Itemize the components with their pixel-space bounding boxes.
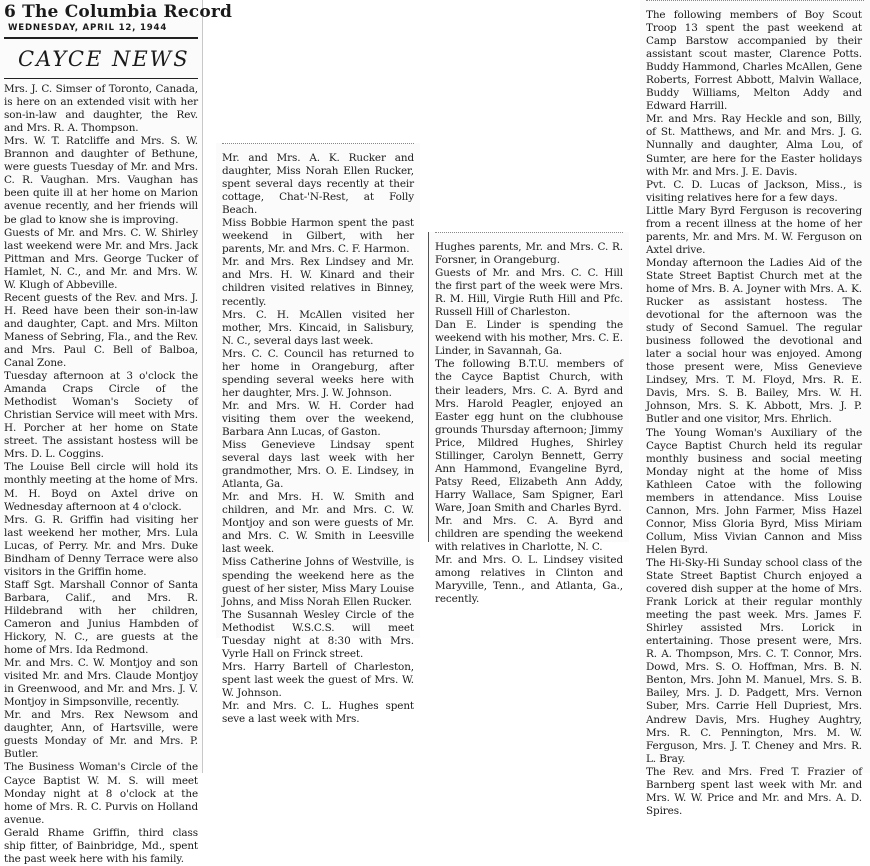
news-item: Mr. and Mrs. Ray Heckle and son, Billy, of St. Matthews, and Mr. and Mrs. J. G. Nunnally and daughter, Alma Lou, of Sumter, are here for the Easter holidays with Mr. and Mrs. J. E. Davis. [646, 113, 862, 178]
news-item: Tuesday afternoon at 3 o'clock the Amanda Craps Circle of the Methodist Woman's Society of Christian Service will meet with Mrs. H. Porcher at her home on State street. The assistant hostess will be Mrs. D. L. Coggins. [4, 370, 198, 461]
news-item: Mr. and Mrs. H. W. Smith and children, and Mr. and Mrs. C. W. Montjoy and son were guests of Mr. and Mrs. C. W. Smith in Leesville last week. [222, 491, 414, 556]
news-item: Guests of Mr. and Mrs. C. C. Hill the first part of the week were Mrs. R. M. Hill, Virgie Ruth Hill and Pfc. Russell Hill of Charleston. [435, 267, 623, 319]
news-item: Mr. and Mrs. C. L. Hughes spent seve a last week with Mrs. [222, 699, 414, 726]
news-item: Mrs. C. H. McAllen visited her mother, Mrs. Kincaid, in Salisbury, N. C., several days last week. [222, 308, 414, 347]
news-item: The Hi-Sky-Hi Sunday school class of the State Street Baptist Church enjoyed a covered dish supper at the home of Mrs. Frank Lorick at their regular monthly meeting the past week. Mrs. James F. Shirley assisted Mrs. Lorick in entertaining. Those present were, Mrs. R. A. Thompson, Mrs. C. T. Connor, Mrs. Dowd, Mrs. S. O. Hoffman, Mrs. B. N. Benton, Mrs. John M. Manuel, Mrs. S. B. Bailey, Mrs. J. D. Padgett, Mrs. Vernon Suber, Mrs. Carrie Hell Dupriest, Mrs. Andrew Davis, Mrs. Hughey Aughtry, Mrs. R. C. Pennington, Mrs. M. W. Ferguson, Mrs. J. T. Cheney and Mrs. R. L. Bray. [646, 556, 862, 765]
news-item: Staff Sgt. Marshall Connor of Santa Barbara, Calif., and Mrs. R. Hildebrand with her children, Cameron and Junius Hambden of Hickory, N. C., are guests at the home of Mrs. Ida Redmond. [4, 578, 198, 657]
news-item: The following members of Boy Scout Troop 13 spent the past weekend at Camp Barstow accompanied by their assistant scout master, Clarence Potts. Buddy Hammond, Charles McAllen, Gene Roberts, Forrest Abbott, Malvin Wallace, Buddy Williams, Melton Addy and Edward Harrill. [646, 9, 862, 113]
news-item: Hughes parents, Mr. and Mrs. C. R. Forsner, in Orangeburg. [435, 241, 623, 267]
news-item: The Louise Bell circle will hold its monthly meeting at the home of Mrs. M. H. Boyd on Axtel drive on Wednesday afternoon at 4 o'clock. [4, 461, 198, 513]
column-body [216, 152, 420, 726]
clipping-edge [435, 232, 623, 241]
news-item: Mrs. Harry Bartell of Charleston, spent last week the guest of Mrs. W. W. Johnson. [222, 660, 414, 699]
news-item: The Rev. and Mrs. Fred T. Frazier of Barnberg spent last week with Mr. and Mrs. W. W. Price and Mr. and Mrs. A. D. Spires. [646, 765, 862, 817]
clipping-edge [646, 0, 864, 9]
news-item: Mr. and Mrs. W. H. Corder had visiting them over the weekend, Barbara Ann Lucas, of Gaston. [222, 399, 414, 438]
clipping-edge [222, 143, 414, 152]
column-body [0, 83, 202, 866]
news-item: Mrs. W. T. Ratcliffe and Mrs. S. W. Brannon and daughter of Bethune, were guests Tuesday of Mr. and Mrs. C. R. Vaughan. Mrs. Vaughan has been quite ill at her home on Marion avenue recently, and her friends will be glad to know she is improving. [4, 135, 198, 226]
news-item: Mr. and Mrs. C. A. Byrd and children are spending the weekend with relatives in Charlotte, N. C. [435, 514, 623, 554]
news-item: The Young Woman's Auxiliary of the Cayce Baptist Church held its regular monthly business and social meeting Monday night at the home of Miss Kathleen Catoe with the following members in attendance. Miss Louise Cannon, Mrs. John Farmer, Miss Hazel Connor, Miss Gloria Byrd, Miss Miriam Collum, Miss Vivian Cannon and Miss Helen Byrd. [646, 426, 862, 556]
news-item: Miss Bobbie Harmon spent the past weekend in Gilbert, with her parents, Mr. and Mrs. C. F. Harmon. [222, 217, 414, 256]
section-headline: CAYCE NEWS [4, 39, 198, 79]
clipping-column-3 [428, 232, 629, 606]
news-item: Monday afternoon the Ladies Aid of the State Street Baptist Church met at the home of Mrs. B. A. Joyner with Mrs. A. K. Rucker as assistant hostess. The devotional for the afternoon was the study of Second Samuel. The regular business followed the devotional and later a social hour was enjoyed. Among those present were, Miss Genevieve Lindsey, Mrs. T. M. Floyd, Mrs. R. E. Davis, Mrs. S. B. Bailey, Mrs. W. H. Johnson, Mrs. S. K. Abbott, Mrs. J. P. Butler and one visitor, Mrs. Ehrlich. [646, 256, 862, 426]
news-item: The Susannah Wesley Circle of the Methodist W.S.C.S. will meet Tuesday night at 8:30 with Mrs. Vyrle Hall on Frinck street. [222, 608, 414, 660]
news-item: Mr. and Mrs. C. W. Montjoy and son visited Mr. and Mrs. Claude Montjoy in Greenwood, and Mr. and Mrs. J. V. Montjoy in Simpsonville, recently. [4, 657, 198, 709]
news-item: The Business Woman's Circle of the Cayce Baptist W. M. S. will meet Monday night at 8 o'clock at the home of Mrs. R. C. Purvis on Holland avenue. [4, 761, 198, 826]
news-item: Guests of Mr. and Mrs. C. W. Shirley last weekend were Mr. and Mrs. Jack Pittman and Mrs. George Tucker of Hamlet, N. C., and Mr. and Mrs. W. W. Klugh of Abbeville. [4, 226, 198, 291]
news-item: Mr. and Mrs. Rex Lindsey and Mr. and Mrs. H. W. Kinard and their children visited relatives in Binney, recently. [222, 256, 414, 308]
clipping-column-4 [640, 0, 870, 817]
news-item: Miss Catherine Johns of Westville, is spending the weekend here as the guest of her sister, Miss Mary Louise Johns, and Miss Norah Ellen Rucker. [222, 556, 414, 608]
news-item: Recent guests of the Rev. and Mrs. J. H. Reed have been their son-in-law and daughter, Capt. and Mrs. Milton Maness of Sebring, Fla., and the Rev. and Mrs. Paul C. Bell of Balboa, Canal Zone. [4, 291, 198, 370]
news-item: Dan E. Linder is spending the weekend with his mother, Mrs. C. E. Linder, in Savannah, Ga. [435, 319, 623, 358]
news-item: Mrs. G. R. Griffin had visiting her last weekend her mother, Mrs. Lula Lucas, of Perry. Mr. and Mrs. Duke Bindham of Denny Terrace were also visitors in the Griffin home. [4, 513, 198, 578]
news-item: Pvt. C. D. Lucas of Jackson, Miss., is visiting relatives here for a few days. [646, 178, 862, 204]
newspaper-masthead: 6 The Columbia Record [4, 2, 233, 22]
clipping-column-1 [0, 0, 233, 865]
clipping-column-2 [216, 143, 420, 726]
column-body [640, 9, 870, 818]
news-item: Mr. and Mrs. A. K. Rucker and daughter, Miss Norah Ellen Rucker, spent several days recently at their cottage, Chat-'N-Rest, at Folly Beach. [222, 152, 414, 217]
dateline: WEDNESDAY, APRIL 12, 1944 [4, 22, 198, 39]
news-item: Mrs. J. C. Simser of Toronto, Canada, is here on an extended visit with her son-in-law and daughter, the Rev. and Mrs. R. A. Thompson. [4, 83, 198, 135]
news-item: Mr. and Mrs. Rex Newsom and daughter, Ann, of Hartsville, were guests Monday of Mr. and Mrs. P. Butler. [4, 709, 198, 761]
column-body [429, 241, 629, 606]
news-item: Little Mary Byrd Ferguson is recovering from a recent illness at the home of her parents, Mr. and Mrs. M. W. Ferguson on Axtel drive. [646, 204, 862, 256]
news-item: Miss Genevieve Lindsay spent several days last week with her grandmother, Mrs. O. E. Lindsey, in Atlanta, Ga. [222, 439, 414, 491]
news-item: Gerald Rhame Griffin, third class ship fitter, of Bainbridge, Md., spent the past week here with his family. [4, 826, 198, 865]
news-item: Mr. and Mrs. O. L. Lindsey visited among relatives in Clinton and Maryville, Tenn., and Atlanta, Ga., recently. [435, 554, 623, 606]
news-item: Mrs. C. C. Council has returned to her home in Orangeburg, after spending several weeks here with her daughter, Mrs. J. W. Johnson. [222, 347, 414, 399]
news-item: The following B.T.U. members of the Cayce Baptist Church, with their leaders, Mrs. C. A. Byrd and Mrs. Harold Peagler, enjoyed an Easter egg hunt on the clubhouse grounds Thursday afternoon; Jimmy Price, Mildred Hughes, Shirley Stillinger, Carolyn Bennett, Gerry Ann Hammond, Evangeline Byrd, Patsy Reed, Elizabeth Ann Addy, Harry Wallace, Sam Spigner, Earl Ware, Joan Smith and Charles Byrd. [435, 358, 623, 514]
